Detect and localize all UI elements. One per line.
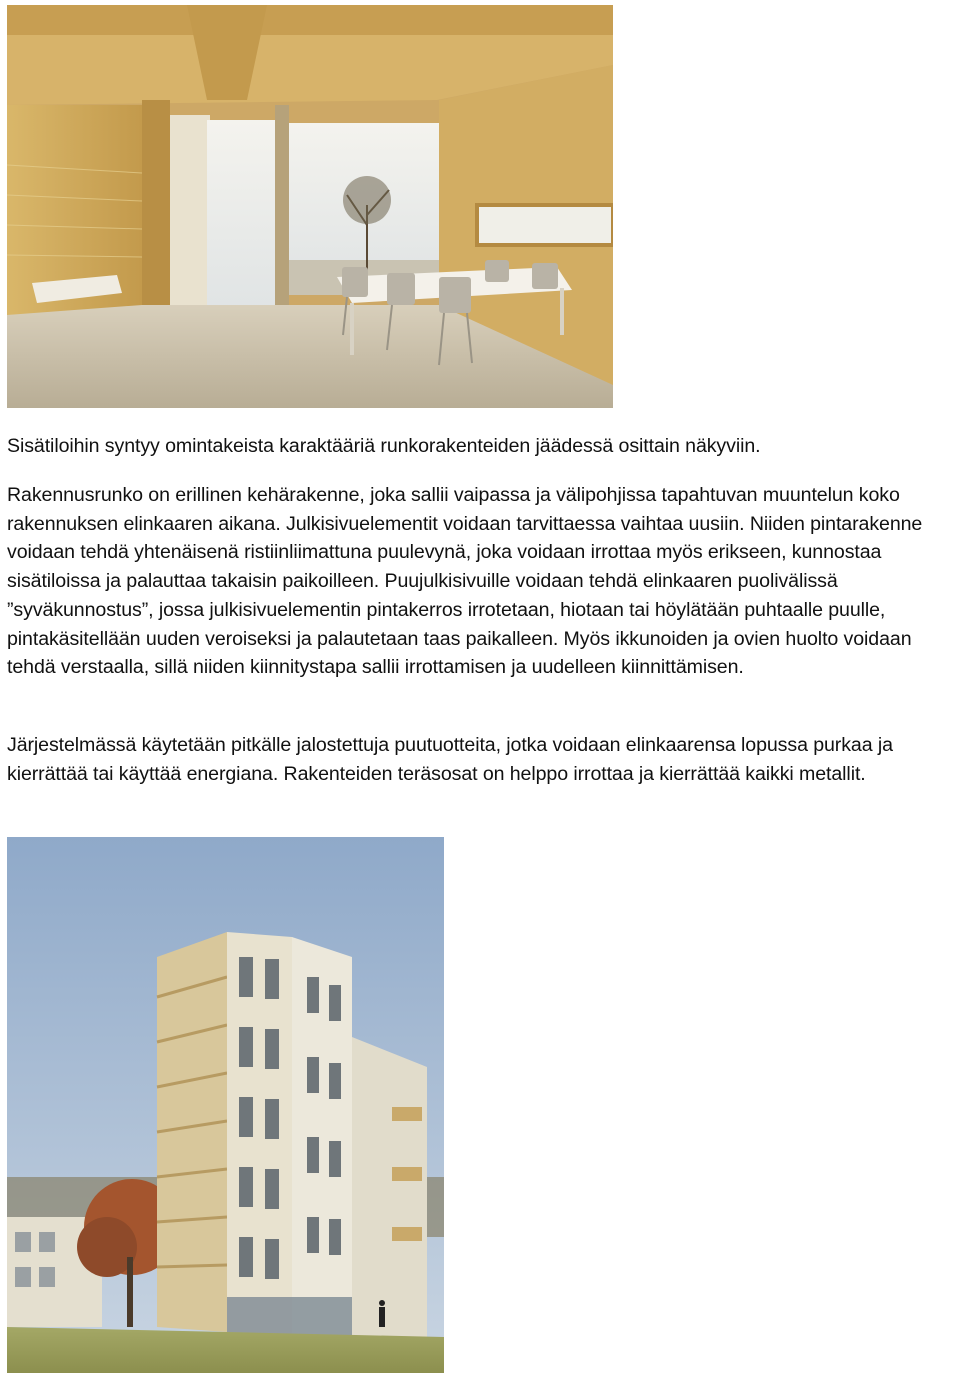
interior-rendering-drawing (7, 5, 613, 408)
paragraph-frame-structure: Rakennusrunko on erillinen kehärakenne, joka sallii vaipassa ja välipohjissa tapahtuvan muuntelun koko rakennuksen elinkaaren aikana. Julkisivuelementit voidaan tarvittaessa vaihtaa uusiin. Niiden pintarakenne voidaan tehdä yhtenäisenä ristiinliimattuna puulevynä, joka voidaan irrottaa myös erikseen, kunnostaa sisätiloissa ja palauttaa takaisin paikoilleen. Puujulkisivuille voidaan tehdä elinkaaren puolivälissä ”syväkunnostus”, jossa julkisivuelementin pintakerros irrotetaan, hiotaan tai höylätään puhtaalle puulle, pintakäsitellään uuden veroiseksi ja palautetaan taas paikalleen. Myös ikkunoiden ja ovien huolto voidaan tehdä verstaalla, sillä niiden kiinnitystapa sallii irrottamisen ja uudelleen kiinnittämisen. (7, 484, 923, 679)
building-rendering-drawing (7, 837, 444, 1373)
interior-rendering-image (7, 5, 613, 408)
caption-interior: Sisätiloihin syntyy omintakeista karaktääriä runkorakenteiden jäädessä osittain näkyviin. (7, 435, 761, 457)
building-rendering-image (7, 837, 444, 1373)
paragraph-recycling: Järjestelmässä käytetään pitkälle jalostettuja puutuotteita, jotka voidaan elinkaarensa lopussa purkaa ja kierrättää tai käyttää energiana. Rakenteiden teräsosat on helppo irrottaa ja kierrättää kaikki metallit. (7, 734, 893, 785)
